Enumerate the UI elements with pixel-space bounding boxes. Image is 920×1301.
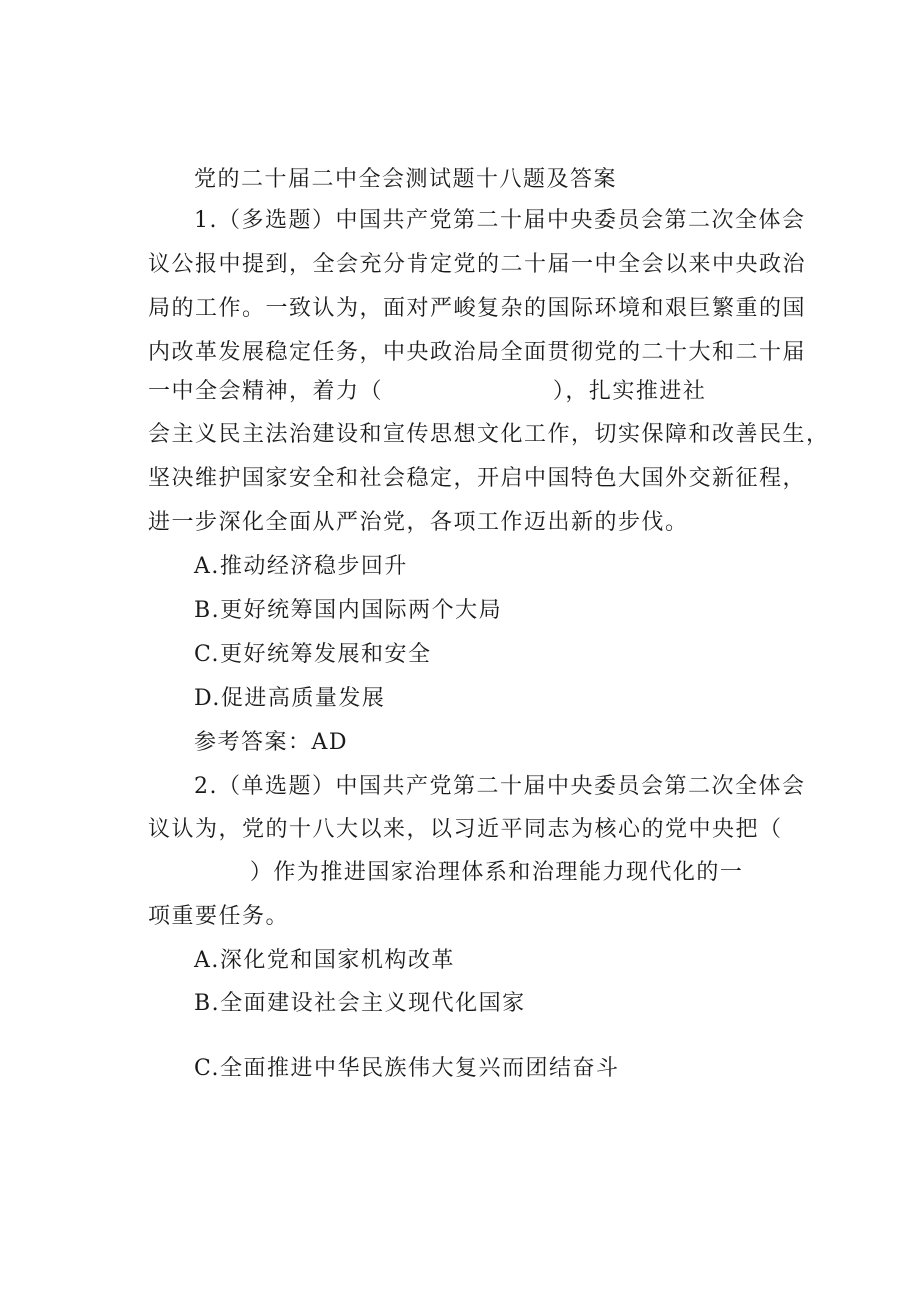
q1-answer: 参考答案：AD: [194, 730, 349, 755]
q2-option-b: B.全面建设社会主义现代化国家: [194, 991, 526, 1016]
q1-line-1: 1.（多选题）中国共产党第二十届中央委员会第二次全体会: [194, 208, 806, 233]
q2-line-2: 议认为，党的十八大以来，以习近平同志为核心的党中央把（: [148, 817, 783, 842]
q1-option-c: C.更好统筹发展和安全: [194, 642, 432, 667]
q2-line-1: 2.（单选题）中国共产党第二十届中央委员会第二次全体会: [194, 774, 806, 799]
q1-line-7: 坚决维护国家安全和社会稳定，开启中国特色大国外交新征程，: [148, 466, 807, 491]
q1-line-2: 议公报中提到，全会充分肯定党的二十届一中全会以来中央政治: [148, 252, 807, 277]
q1-line-4: 内改革发展稳定任务，中央政治局全面贯彻党的二十大和二十届: [148, 340, 807, 365]
q1-option-b: B.更好统筹国内国际两个大局: [194, 598, 503, 623]
q1-line-3: 局的工作。一致认为，面对严峻复杂的国际环境和艰巨繁重的国: [148, 296, 807, 321]
document-title: 党的二十届二中全会测试题十八题及答案: [194, 167, 618, 192]
q1-option-d: D.促进高质量发展: [194, 686, 386, 711]
q1-line-5: 一中全会精神，着力（ ），扎实推进社: [148, 379, 707, 404]
q2-line-4: 项重要任务。: [148, 904, 290, 929]
q1-line-6: 会主义民主法治建设和宣传思想文化工作，切实保障和改善民生，: [148, 422, 830, 447]
q2-line-3: ）作为推进国家治理体系和治理能力现代化的一: [148, 860, 744, 885]
q2-option-a: A.深化党和国家机构改革: [194, 948, 455, 973]
q2-option-c: C.全面推进中华民族伟大复兴而团结奋斗: [194, 1056, 620, 1081]
q1-line-8: 进一步深化全面从严治党，各项工作迈出新的步伐。: [148, 510, 689, 535]
q1-option-a: A.推动经济稳步回升: [194, 554, 408, 579]
